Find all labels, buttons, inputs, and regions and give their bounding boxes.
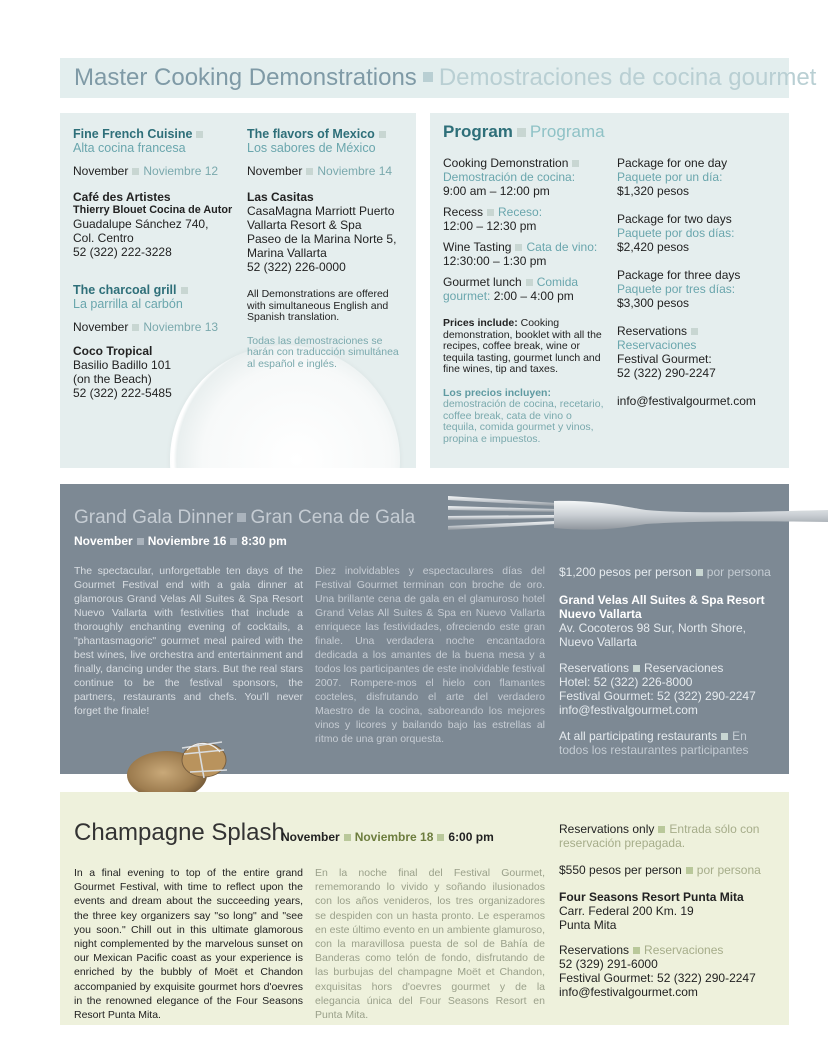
venue-phone: 52 (322) 226-0000 <box>247 260 346 274</box>
champagne-description-en: In a final evening to top of the entire grand Gourmet Festival, with time to reflect upon the events and dream about the succeeding years, the three key organizers say "so long" and "see you soon." Chill out in this ultimate glamorous night complemented by the marvelous sunset on our Mexican Pacific coast as your experience is enriched by the bubbly of Moët et Chandon accompanied by exquisite gourmet hors d'oevres in the renowned elegance of the Four Seasons Resort Punta Mita. <box>74 867 303 1022</box>
venue-address: Vallarta Resort & Spa <box>247 218 362 232</box>
translation-note-en: All Demonstrations are offered with simultaneous English and Spanish translation. <box>247 288 389 323</box>
demo-title-es: Los sabores de México <box>247 141 376 155</box>
separator-square <box>423 72 433 82</box>
gala-venue-address: Nuevo Vallarta <box>559 635 637 649</box>
venue-address: Col. Centro <box>73 230 134 245</box>
program-item: Recess Receso: 12:00 – 12:30 pm <box>443 205 543 233</box>
venue-address: Paseo de la Marina Norte 5, <box>247 232 397 246</box>
champagne-phone: 52 (329) 291-6000 <box>559 957 658 971</box>
demo-mexico <box>247 127 412 370</box>
demo-date: November Noviembre 14 <box>247 164 393 178</box>
demo-charcoal <box>73 283 243 400</box>
package-item: Package for three days Paquete por tres días: $3,300 pesos <box>617 268 741 310</box>
venue-phone: 52 (322) 222-5485 <box>73 386 172 400</box>
demo-title-es: La parrilla al carbón <box>73 297 183 311</box>
gala-description-en: The spectacular, unforgettable ten days of the Gourmet Festival end with a gala dinner at glamorous Grand Velas All Suites & Spa Resort Nuevo Vallarta with festivities that include a thoroughly enchanting evening of cocktails, a "phantasmagoric" gourmet meal paired with the best wines, live orchestra and entertainment and finally, dancing under the stars. But the real stars continue to be the festival sponsors, the partners, restaurants and chefs. You'll never forget the finale! <box>74 565 303 717</box>
demo-title-en: The flavors of Mexico <box>247 127 412 141</box>
venue-address: CasaMagna Marriott Puerto <box>247 204 395 218</box>
venue-address: Basilio Badillo 101 <box>73 358 172 372</box>
gala-price: $1,200 pesos per person por persona <box>559 565 771 579</box>
program-schedule <box>443 156 605 445</box>
venue-address: Guadalupe Sánchez 740, <box>73 216 209 231</box>
demo-title-en: Fine French Cuisine <box>73 127 243 141</box>
venue-address: Marina Vallarta <box>247 246 327 260</box>
gala-venue-address: Av. Cocoteros 98 Sur, North Shore, <box>559 621 746 635</box>
venue-name: Coco Tropical <box>73 344 153 358</box>
demo-title-es: Alta cocina francesa <box>73 141 186 155</box>
champagne-email-link[interactable]: info@festivalgourmet.com <box>559 985 698 999</box>
package-item: Package for one day Paquete por un día: $1,320 pesos <box>617 156 728 198</box>
gala-reservations: Reservations Reservaciones <box>559 661 724 675</box>
gala-venue: Grand Velas All Suites & Spa Resort Nuevo Vallarta <box>559 593 765 621</box>
champagne-details: Reservations only Entrada sólo con reservación prepagada. $550 pesos per person por persona Four Seasons Resort Punta Mita Carr. Federal 200 Km. 19 Punta Mita Reservations Reservaciones 52 (329) 291-6000 Festival Gourmet: 52 (322) 290-2247 info@festivalgourmet.com <box>559 822 774 999</box>
gala-date: November Noviembre 16 8:30 pm <box>74 534 287 548</box>
demo-date: November Noviembre 13 <box>73 320 219 334</box>
page-title-es: Demostraciones de cocina gourmet <box>438 64 817 91</box>
champagne-price: $550 pesos per person por persona <box>559 863 761 877</box>
gala-details: $1,200 pesos per person por persona Grand Velas All Suites & Spa Resort Nuevo Vallarta Av. Cocoteros 98 Sur, North Shore, Nuevo Vallarta Reservations Reservaciones Hotel: 52 (322) 226-8000 Festival Gourmet: 52 (322) 290-2247 info@festivalgourmet.com At all participating restaurants En todos los restaurantes participantes <box>559 565 774 757</box>
program-item: Cooking Demonstration Demostración de cocina: 9:00 am – 12:00 pm <box>443 156 605 198</box>
fork-icon <box>446 488 828 548</box>
champagne-reservations: Reservations Reservaciones <box>559 943 724 957</box>
champagne-reservations-only: Reservations only Entrada sólo con <box>559 822 760 836</box>
prices-include: Prices include: Cooking demonstration, booklet with all the recipes, coffee break, wine or tequila tasting, gourmet lunch and fine wines, tip and taxes. <box>443 317 602 375</box>
gala-description-es: Diez inolvidables y espectaculares días del Festival Gourmet terminan con broche de oro. Una brillante cena de gala en el glamuroso hotel Grand Velas All Suites & Spa en Nuevo Vallarta enriquece las festividades, ofreciendo este gran finale. Una verdadera noche encantadora dedicada a los amantes de la buena mesa y a todos los participantes de este inolvidable festival 2007. Rompere-mos el hielo con flamantes cocteles, disfrutando el arte del verdadero Maestro de la cocina, saboreando los mejores vinos y licores y bailando bajo las estrellas al ritmo de una gran orquesta. <box>315 565 545 745</box>
precios-incluyen: Los precios incluyen: demostración de cocina, recetario, coffee break, cata de vino o tequila, comida gourmet y vinos, propina e impuestos. <box>443 386 604 445</box>
translation-note-es: Todas las demostraciones se harán con traducción simultánea al español e inglés. <box>247 334 399 370</box>
champagne-venue-address: Punta Mita <box>559 918 617 932</box>
packages <box>617 156 777 408</box>
page-title <box>74 64 816 92</box>
gala-all-restaurants: At all participating restaurants En <box>559 729 747 743</box>
demo-date: November Noviembre 12 <box>73 164 219 178</box>
demo-title-en: The charcoal grill <box>73 283 243 297</box>
champagne-festival-phone: Festival Gourmet: 52 (322) 290-2247 <box>559 971 756 985</box>
gala-email-link[interactable]: info@festivalgourmet.com <box>559 703 698 717</box>
venue-name: Café des Artistes <box>73 190 171 204</box>
program-item: Gourmet lunch Comida gourmet: 2:00 – 4:00 pm <box>443 275 579 303</box>
package-item: Package for two days Paquete por dos días: $2,420 pesos <box>617 212 735 254</box>
champagne-description-es: En la noche final del Festival Gourmet, rememorando lo vivido y soñando ilusionados con los años venideros, los tres organizadores se despiden con un hasta pronto. Le esperamos en este último evento en un ambiente glamuroso, con la maravillosa puesta de sol de Bahía de Banderas como telón de fondo, disfrutando de las burbujas del champagne Moët et Chandon, exquisitas hors d'oevres gourmet y de la elegancia única del Four Seasons Resort en Punta Mita. <box>315 867 545 1022</box>
champagne-venue: Four Seasons Resort Punta Mita <box>559 890 744 904</box>
champagne-venue-address: Carr. Federal 200 Km. 19 <box>559 904 694 918</box>
program-reservations: Reservations Reservaciones Festival Gourmet: 52 (322) 290-2247 <box>617 324 716 380</box>
gala-festival-phone: Festival Gourmet: 52 (322) 290-2247 <box>559 689 756 703</box>
venue-name: Las Casitas <box>247 190 314 204</box>
gala-hotel-phone: Hotel: 52 (322) 226-8000 <box>559 675 693 689</box>
venue-phone: 52 (322) 222-3228 <box>73 244 172 259</box>
demo-french <box>73 127 243 259</box>
program-item: Wine Tasting Cata de vino: 12:30:00 – 1:30 pm <box>443 240 598 268</box>
champagne-date: November Noviembre 18 6:00 pm <box>281 830 494 844</box>
program-email-link[interactable]: info@festivalgourmet.com <box>617 394 756 408</box>
venue-subtitle: Thierry Blouet Cocina de Autor <box>73 204 233 216</box>
venue-address: (on the Beach) <box>73 372 152 386</box>
gala-title: Grand Gala Dinner Gran Cena de Gala <box>74 507 416 528</box>
program-heading: Program Programa <box>443 122 605 141</box>
page-title-en: Master Cooking Demonstrations <box>74 64 417 91</box>
champagne-title: Champagne Splash <box>74 819 285 846</box>
